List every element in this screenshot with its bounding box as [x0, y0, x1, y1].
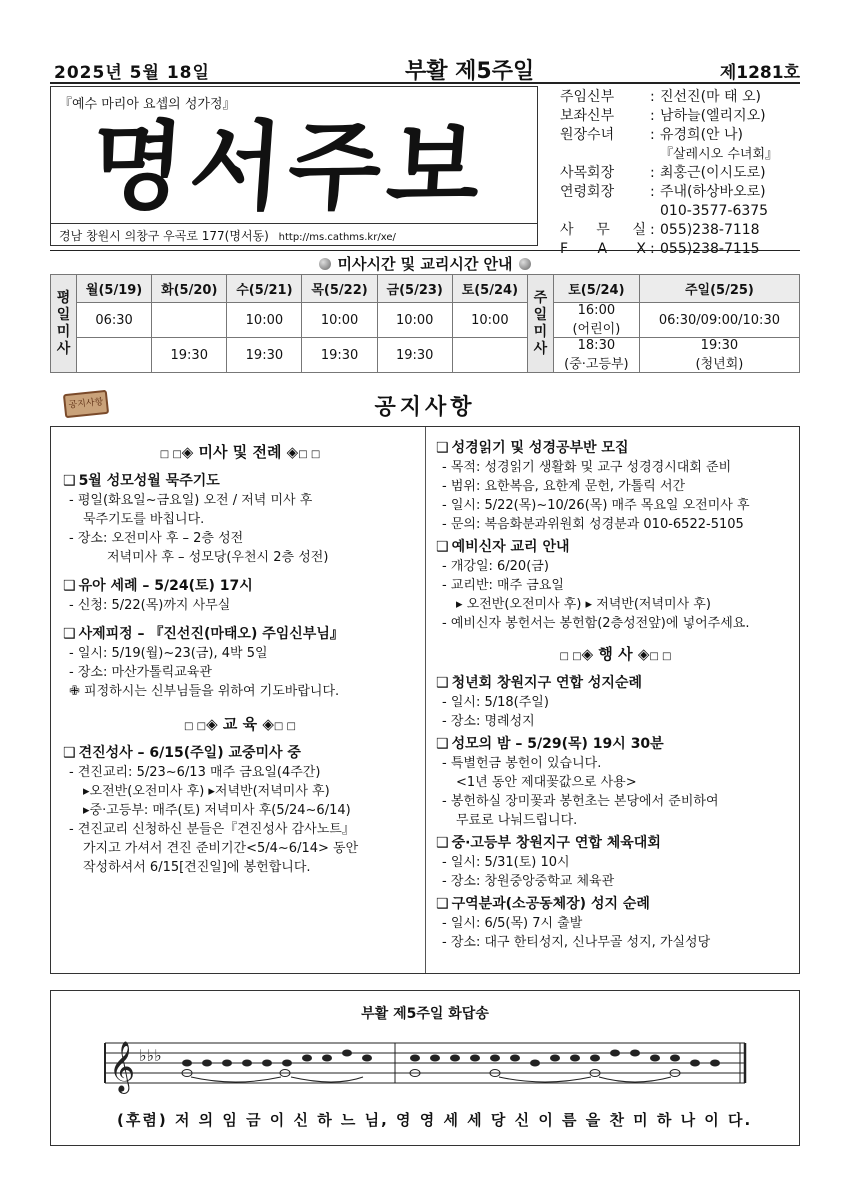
notice-item-title: ❑ 예비신자 교리 안내 — [436, 539, 570, 555]
staff-row: 사목회장 : 최홍근(이시도로) — [560, 165, 766, 181]
mass-time: 16:00 (어린이) — [553, 303, 639, 338]
notices-box — [50, 426, 800, 974]
title-box — [50, 86, 538, 246]
mass-time: 10:00 — [452, 303, 527, 338]
day-header: 주일(5/25) — [639, 275, 799, 303]
notices-left-column — [51, 427, 426, 973]
notice-line: ▸ 오전반(오전미사 후) ▸ 저녁반(저녁미사 후) — [456, 597, 711, 612]
staff-row: 『살레시오 수녀회』 — [660, 147, 779, 162]
bulletin-title: 명서주보 — [87, 110, 490, 223]
notice-line: - 견진교리 신청하신 분들은『견진성사 감사노트』 — [69, 822, 355, 837]
notice-line: - 교리반: 매주 금요일 — [442, 578, 564, 593]
mass-time: 18:30 (중·고등부) — [553, 338, 639, 373]
notice-line: - 일시: 5/31(토) 10시 — [442, 855, 570, 870]
notice-item-title: ❑ 구역분과(소공동체장) 성지 순례 — [436, 896, 650, 912]
notice-line: ▸중·고등부: 매주(토) 저녁미사 후(5/24~6/14) — [83, 803, 351, 818]
notice-line: - 목적: 성경읽기 생활화 및 교구 성경경시대회 준비 — [442, 460, 732, 475]
mass-schedule-heading: 미사시간 및 교리시간 안내 — [50, 250, 800, 272]
notice-item-title: ❑ 5월 성모성월 묵주기도 — [63, 473, 220, 489]
notice-line: - 장소: 오전미사 후 – 2층 성전 — [69, 531, 244, 546]
notice-line: - 예비신자 봉헌서는 봉헌함(2층성전앞)에 넣어주세요. — [442, 616, 750, 631]
notice-board-icon: 공지사항 — [63, 390, 109, 418]
notice-item-title: ❑ 중·고등부 창원지구 연합 체육대회 — [436, 835, 661, 851]
notice-line: - 일시: 5/19(월)~23(금), 4박 5일 — [69, 646, 268, 661]
notice-line: 무료로 나눠드립니다. — [456, 813, 578, 828]
notice-line: - 신청: 5/22(목)까지 사무실 — [69, 598, 231, 613]
svg-text:𝄞: 𝄞 — [109, 1041, 136, 1092]
mass-time: 10:00 — [302, 303, 377, 338]
notice-line: - 범위: 요한복음, 요한계 문헌, 가톨릭 서간 — [442, 479, 686, 494]
notices-right-column — [426, 427, 801, 973]
office-phone: 사 무 실 : 055)238-7118 — [560, 222, 760, 238]
notice-line: - 장소: 명례성지 — [442, 714, 535, 729]
address-line — [51, 223, 537, 245]
mass-time — [452, 338, 527, 373]
notices-title: 공지사항 — [374, 395, 476, 420]
weekday-mass-label: 평일미사 — [51, 275, 77, 373]
notices-heading — [50, 386, 800, 422]
sunday-mass-label: 주일미사 — [527, 275, 553, 373]
top-line — [50, 52, 800, 82]
mass-time — [77, 338, 152, 373]
notice-line: 작성하셔서 6/15[견진일]에 봉헌합니다. — [83, 860, 311, 875]
notice-line: - 특별헌금 봉헌이 있습니다. — [442, 756, 602, 771]
mass-time — [152, 303, 227, 338]
notice-line: - 봉헌하실 장미꽃과 봉헌초는 본당에서 준비하여 — [442, 794, 719, 809]
masthead — [50, 82, 800, 257]
issue-number: 제1281호 — [719, 63, 800, 83]
notice-line: - 장소: 대구 한티성지, 신나무골 성지, 가실성당 — [442, 935, 711, 950]
website-link[interactable]: http://ms.cathms.kr/xe/ — [278, 232, 396, 243]
day-header: 화(5/20) — [152, 275, 227, 303]
section-heading: □ □◈ 미사 및 전례 ◈□ □ — [159, 443, 321, 461]
staff-list — [560, 88, 800, 259]
psalm-title: 부활 제5주일 화답송 — [361, 1006, 489, 1022]
notice-line: - 문의: 복음화분과위원회 성경분과 010-6522-5105 — [442, 517, 744, 532]
notice-line: 묵주기도를 바칩니다. — [83, 512, 205, 527]
day-header: 월(5/19) — [77, 275, 152, 303]
notice-item-title: ❑ 청년회 창원지구 연합 성지순례 — [436, 675, 642, 691]
staff-row: 주임신부 : 진선진(마 태 오) — [560, 89, 761, 105]
staff-row: 010-3577-6375 — [660, 203, 769, 219]
notice-line: - 견진교리: 5/23~6/13 매주 금요일(4주간) — [69, 765, 321, 780]
notice-line: - 장소: 마산가톨릭교육관 — [69, 665, 212, 680]
bullet-icon — [319, 258, 331, 270]
staff-row: 보좌신부 : 남하늘(엘리지오) — [560, 108, 766, 124]
music-staff-icon — [95, 1031, 755, 1101]
psalm-lyric: (후렴) 저 의 임 금 이 신 하 느 님, 영 영 세 세 당 신 이 름 을 찬 미 하 나 이 다. — [117, 1111, 753, 1129]
day-header: 금(5/23) — [377, 275, 452, 303]
notice-item-title: ❑ 성모의 밤 – 5/29(목) 19시 30분 — [436, 736, 664, 752]
notice-line: - 개강일: 6/20(금) — [442, 559, 549, 574]
notice-line: - 일시: 5/18(주일) — [442, 695, 549, 710]
bullet-icon — [519, 258, 531, 270]
svg-text:♭♭♭: ♭♭♭ — [139, 1046, 162, 1065]
responsorial-psalm — [50, 990, 800, 1146]
liturgical-season: 부활 제5주일 — [405, 59, 535, 84]
issue-date: 2025년 5월 18일 — [54, 63, 210, 83]
notice-line: - 일시: 6/5(목) 7시 출발 — [442, 916, 583, 931]
address: 경남 창원시 의창구 우곡로 177(명서동) — [59, 229, 269, 243]
mass-time: 10:00 — [227, 303, 302, 338]
section-heading: □ □◈ 교 육 ◈□ □ — [184, 715, 296, 733]
section-heading: □ □◈ 행 사 ◈□ □ — [559, 645, 672, 663]
notice-line: - 장소: 창원중앙중학교 체육관 — [442, 874, 615, 889]
mass-time: 06:30/09:00/10:30 — [639, 303, 799, 338]
notice-line: - 평일(화요일~금요일) 오전 / 저녁 미사 후 — [69, 493, 313, 508]
notice-line: - 일시: 5/22(목)~10/26(목) 매주 목요일 오전미사 후 — [442, 498, 750, 513]
day-header: 목(5/22) — [302, 275, 377, 303]
mass-time: 19:30 — [227, 338, 302, 373]
mass-schedule-table — [50, 274, 800, 373]
mass-time: 10:00 — [377, 303, 452, 338]
parish-name: 『예수 마리아 요셉의 성가정』 — [59, 97, 236, 112]
notice-item-title: ❑ 성경읽기 및 성경공부반 모집 — [436, 440, 629, 456]
mass-time: 19:30 — [377, 338, 452, 373]
notice-item-title: ❑ 견진성사 – 6/15(주일) 교중미사 중 — [63, 745, 301, 761]
day-header: 수(5/21) — [227, 275, 302, 303]
staff-row: 연령회장 : 주내(하상바오로) — [560, 184, 766, 200]
day-header: 토(5/24) — [452, 275, 527, 303]
notice-line: 가지고 가셔서 견진 준비기간<5/4~6/14> 동안 — [83, 841, 359, 856]
day-header: 토(5/24) — [553, 275, 639, 303]
notice-line: ▸오전반(오전미사 후) ▸저녁반(저녁미사 후) — [83, 784, 330, 799]
fax-number: F A X : 055)238-7115 — [560, 241, 760, 257]
notice-item-title: ❑ 사제피정 – 『진선진(마태오) 주임신부님』 — [63, 626, 344, 642]
notice-item-title: ❑ 유아 세례 – 5/24(토) 17시 — [63, 578, 253, 594]
mass-time: 19:30 (청년회) — [639, 338, 799, 373]
notice-line: <1년 동안 제대꽃값으로 사용> — [456, 775, 637, 790]
mass-time: 19:30 — [152, 338, 227, 373]
mass-time: 06:30 — [77, 303, 152, 338]
notice-line: 저녁미사 후 – 성모당(우천시 2층 성전) — [107, 550, 329, 565]
mass-time: 19:30 — [302, 338, 377, 373]
staff-row: 원장수녀 : 유경희(안 나) — [560, 127, 743, 143]
notice-line: ✙ 피정하시는 신부님들을 위하여 기도바랍니다. — [69, 684, 340, 699]
